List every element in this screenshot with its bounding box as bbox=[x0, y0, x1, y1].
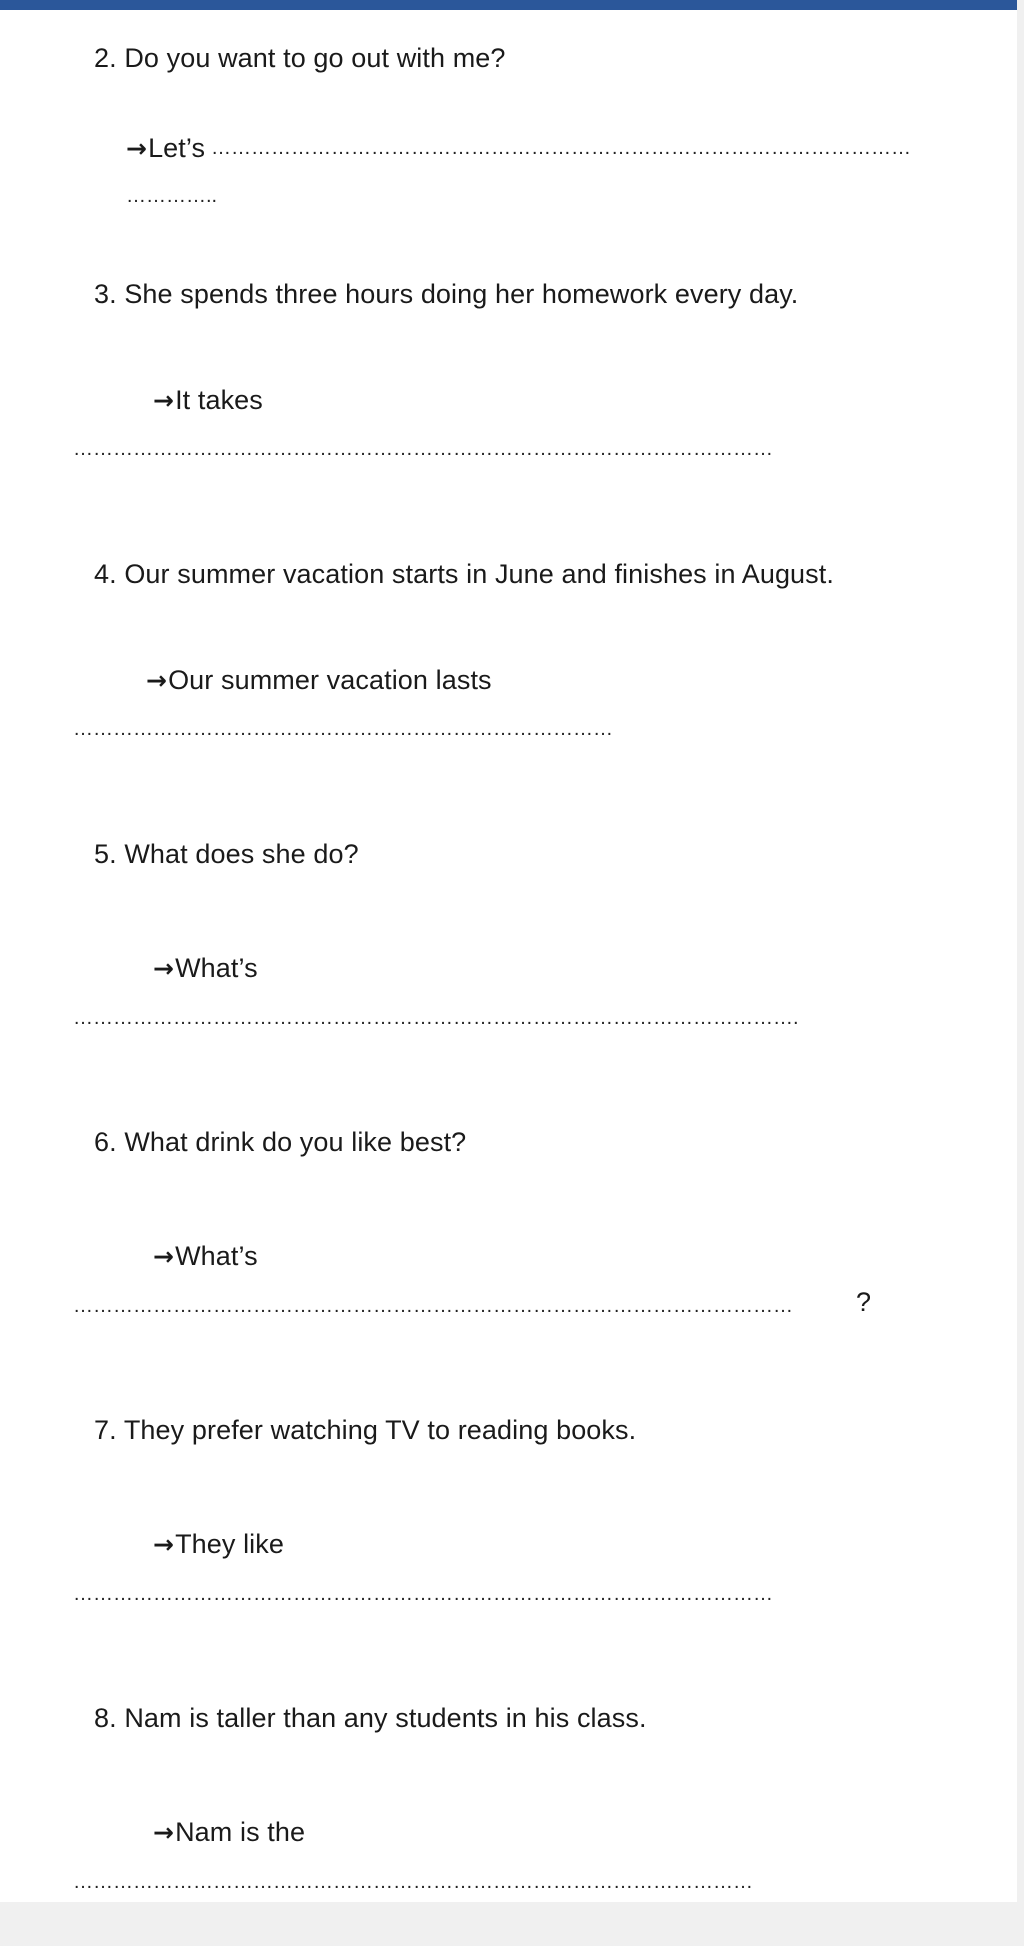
answer-lead: Nam is the bbox=[175, 1817, 306, 1847]
question-text: Our summer vacation starts in June and finishes in August. bbox=[124, 559, 834, 589]
question-number: 3. bbox=[94, 279, 117, 309]
question-number: 7. bbox=[94, 1415, 117, 1445]
right-arrow-icon: → bbox=[153, 1818, 175, 1847]
answer-lead: Let’s bbox=[148, 133, 206, 163]
question-number: 5. bbox=[94, 839, 117, 869]
question-4 bbox=[94, 558, 834, 590]
question-8 bbox=[94, 1702, 647, 1734]
answer-7-start bbox=[153, 1528, 284, 1561]
answer-lead: What’s bbox=[175, 1241, 258, 1271]
right-arrow-icon: → bbox=[153, 954, 175, 983]
answer-lead: What’s bbox=[175, 953, 258, 983]
question-text: Do you want to go out with me? bbox=[124, 43, 506, 73]
answer-8-start bbox=[153, 1816, 305, 1849]
answer-6-start bbox=[153, 1240, 258, 1273]
question-text: She spends three hours doing her homework every day. bbox=[124, 279, 799, 309]
question-text: Nam is taller than any students in his class. bbox=[124, 1703, 647, 1733]
answer-blank-3[interactable]: …………………………………………………………………………………………… bbox=[73, 439, 773, 459]
answer-3-start bbox=[153, 384, 263, 417]
question-text: What does she do? bbox=[124, 839, 359, 869]
question-number: 2. bbox=[94, 43, 117, 73]
answer-blank-2b[interactable]: ………….. bbox=[126, 186, 218, 206]
right-arrow-icon: → bbox=[146, 666, 168, 695]
page-gap-background bbox=[0, 1902, 1024, 1946]
answer-lead: It takes bbox=[175, 385, 263, 415]
scrollbar-track[interactable] bbox=[1017, 0, 1024, 1946]
question-3 bbox=[94, 278, 798, 310]
right-arrow-icon: → bbox=[126, 134, 148, 163]
answer-end-punctuation: ? bbox=[856, 1287, 872, 1317]
answer-lead: Our summer vacation lasts bbox=[168, 665, 492, 695]
answer-4-start bbox=[146, 664, 492, 697]
question-number: 4. bbox=[94, 559, 117, 589]
answer-blank-8[interactable]: ………………………………………………………………………………………… bbox=[73, 1872, 753, 1892]
question-2 bbox=[94, 42, 506, 74]
right-arrow-icon: → bbox=[153, 386, 175, 415]
answer-blank-2a[interactable]: …………………………………………………………………………………………… bbox=[211, 138, 911, 158]
question-7 bbox=[94, 1414, 636, 1446]
question-number: 8. bbox=[94, 1703, 117, 1733]
question-number: 6. bbox=[94, 1127, 117, 1157]
answer-lead: They like bbox=[175, 1529, 285, 1559]
answer-blank-6[interactable]: ……………………………………………………………………………………………… bbox=[73, 1296, 793, 1316]
question-6 bbox=[94, 1126, 466, 1158]
answer-blank-5[interactable]: ………………………………………………………………………………………………. bbox=[73, 1008, 799, 1028]
answer-blank-7[interactable]: …………………………………………………………………………………………… bbox=[73, 1584, 773, 1604]
right-arrow-icon: → bbox=[153, 1530, 175, 1559]
question-text: What drink do you like best? bbox=[124, 1127, 467, 1157]
right-arrow-icon: → bbox=[153, 1242, 175, 1271]
answer-blank-4[interactable]: ……………………………………………………………………… bbox=[73, 719, 613, 739]
question-text: They prefer watching TV to reading books. bbox=[123, 1415, 637, 1445]
question-5 bbox=[94, 838, 359, 870]
answer-5-start bbox=[153, 952, 258, 985]
answer-2-start bbox=[126, 132, 205, 165]
